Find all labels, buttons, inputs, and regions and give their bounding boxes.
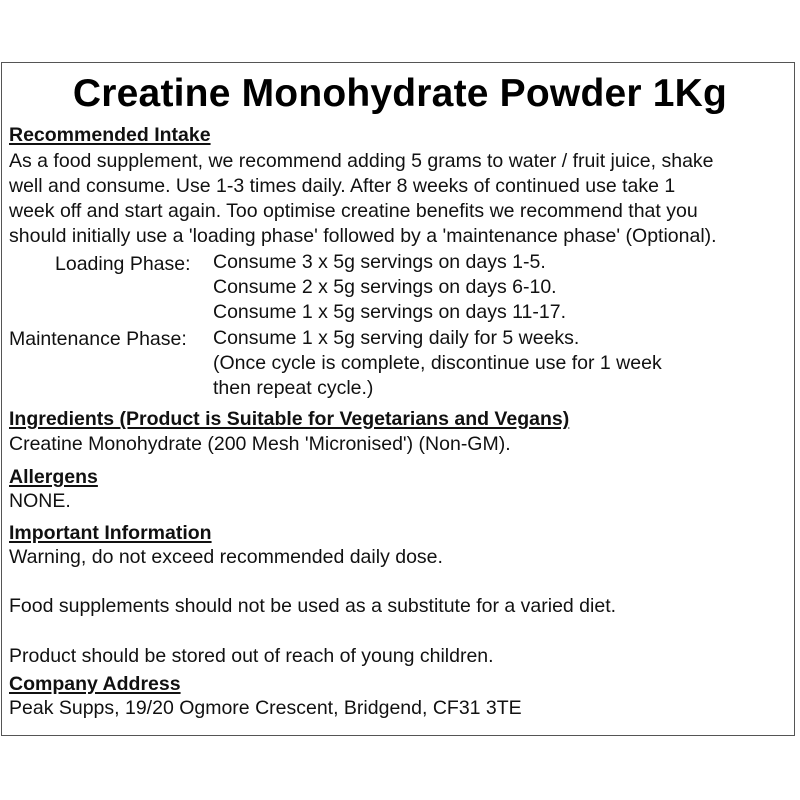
important-info-line: Food supplements should not be used as a substitute for a varied diet.: [9, 595, 617, 617]
allergens-text: NONE.: [9, 490, 71, 512]
ingredients-text: Creatine Monohydrate (200 Mesh 'Micronised') (Non-GM).: [9, 433, 511, 455]
important-info-line: Product should be stored out of reach of young children.: [9, 645, 494, 667]
maintenance-phase-line: (Once cycle is complete, discontinue use for 1 week: [213, 352, 662, 374]
intake-text-line: As a food supplement, we recommend adding 5 grams to water / fruit juice, shake: [9, 150, 714, 172]
loading-phase-line: Consume 3 x 5g servings on days 1-5.: [213, 251, 546, 273]
maintenance-phase-line: Consume 1 x 5g serving daily for 5 weeks.: [213, 327, 580, 349]
ingredients-heading: Ingredients (Product is Suitable for Vegetarians and Vegans): [9, 408, 570, 430]
company-address-heading: Company Address: [9, 673, 181, 695]
intake-text-line: should initially use a 'loading phase' followed by a 'maintenance phase' (Optional).: [9, 225, 717, 247]
loading-phase-label: Loading Phase:: [55, 253, 191, 275]
company-address-text: Peak Supps, 19/20 Ogmore Crescent, Bridgend, CF31 3TE: [9, 697, 522, 719]
loading-phase-line: Consume 1 x 5g servings on days 11-17.: [213, 301, 566, 323]
loading-phase-line: Consume 2 x 5g servings on days 6-10.: [213, 276, 557, 298]
maintenance-phase-label: Maintenance Phase:: [9, 328, 187, 350]
allergens-heading: Allergens: [9, 466, 98, 488]
important-info-line: Warning, do not exceed recommended daily dose.: [9, 546, 443, 568]
important-information-heading: Important Information: [9, 522, 212, 544]
maintenance-phase-line: then repeat cycle.): [213, 377, 374, 399]
product-title: Creatine Monohydrate Powder 1Kg: [72, 72, 728, 115]
intake-text-line: week off and start again. Too optimise creatine benefits we recommend that you: [9, 200, 698, 222]
intake-text-line: well and consume. Use 1-3 times daily. After 8 weeks of continued use take 1: [9, 175, 676, 197]
recommended-intake-heading: Recommended Intake: [9, 124, 211, 146]
